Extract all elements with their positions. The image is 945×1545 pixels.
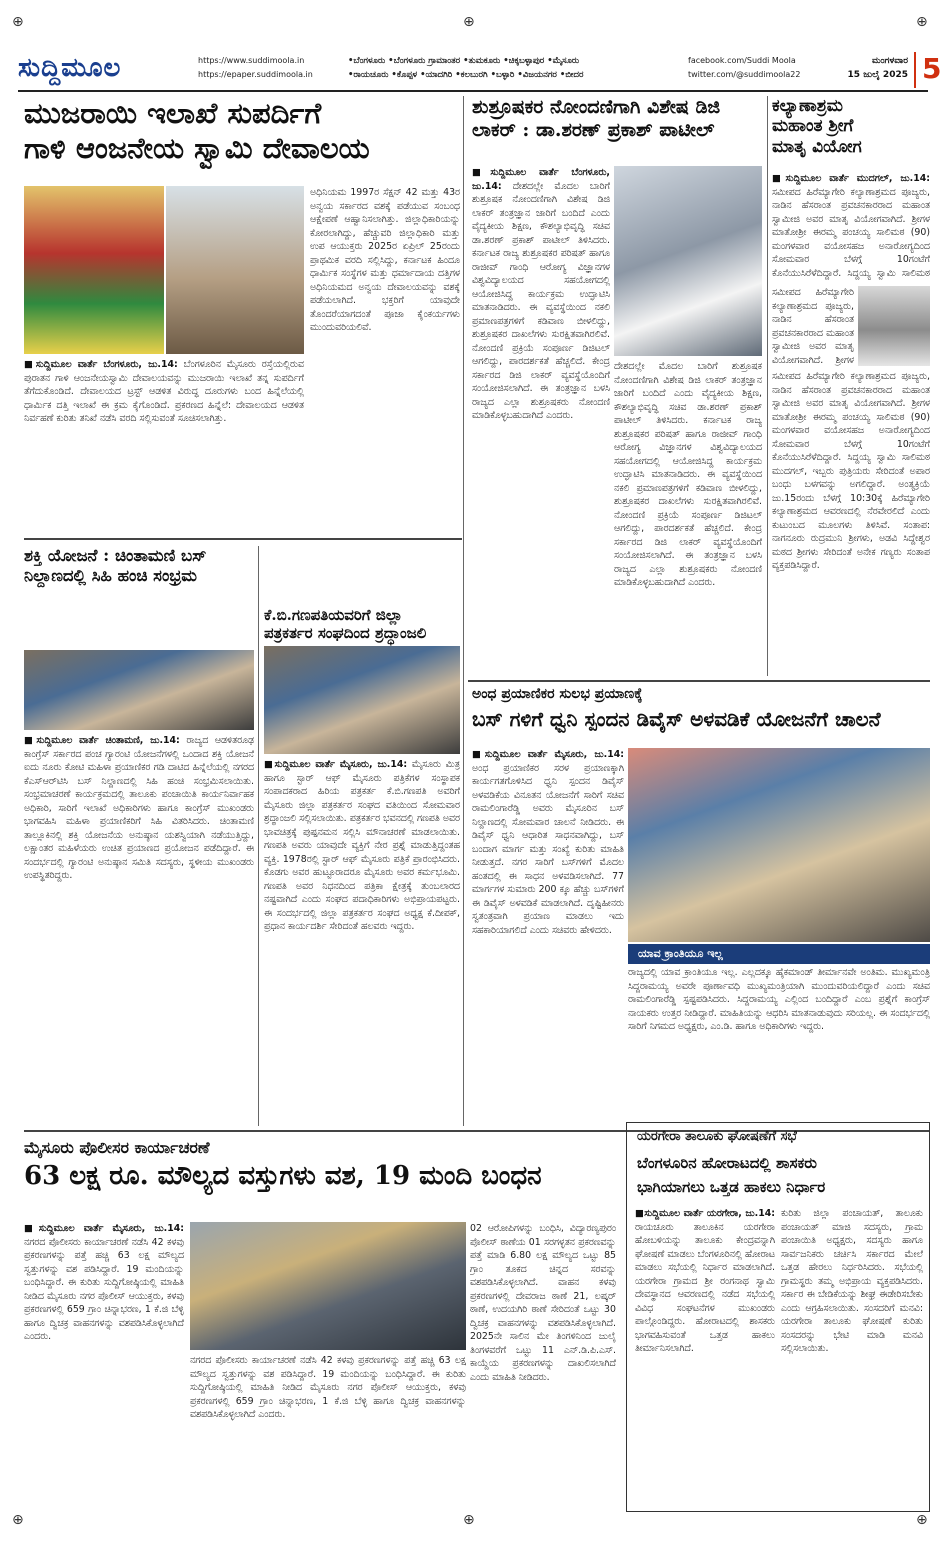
byline: ■ಸುದ್ದಿಮೂಲ ವಾರ್ತೆ ಮೈಸೂರು, ಜು.14:: [264, 759, 408, 770]
article-yaragera-text: ರಾಯಚೂರು ತಾಲೂಕಿನ ಯರಗೇರಾ ಹೋಬಳಿಯನ್ನು ತಾಲೂಕು ಕೇಂದ್ರವನ್ನಾಗಿ ಘೋಷಣೆ ಮಾಡಲು ಬೆಂಗಳೂರಿನಲ್ಲಿ ಹೋರಾಟ ಮಾಡಲು ಸಭೆಯಲ್ಲಿ ನಿರ್ಧಾರ ಮಾಡಲಾಗಿದೆ. ಯರಗೇರಾ ಗ್ರಾಮದ ಶ್ರೀ ರಂಗನಾಥ ಸ್ವಾಮಿ ದೇವಸ್ಥಾನದ ಆವರಣದಲ್ಲಿ ನಡೆದ ಸಭೆಯಲ್ಲಿ ವಿವಿಧ ಸಂಘಟನೆಗಳ ಮುಖಂಡರು ಪಾಲ್ಗೊಂಡಿದ್ದರು. ಹೋರಾಟದಲ್ಲಿ ಶಾಸಕರು ಭಾಗವಹಿಸುವಂತೆ ಒತ್ತಡ ಹಾಕಲು ತೀರ್ಮಾನಿಸಲಾಗಿದೆ.: [635, 1221, 775, 1354]
headline-obituary-line-1: ಕಲ್ಯಾಣಾಶ್ರಮ: [772, 96, 843, 116]
social-links: [688, 54, 800, 82]
column-divider: [463, 96, 464, 1126]
article-obituary-body-side: ಸಮೀಪದ ಹಿರೆಮ್ಯಾಗೇರಿ ಕಲ್ಯಾಣಾಶ್ರಮದ ಪೂಜ್ಯರು, ನಾಡಿನ ಹೆಸರಾಂತ ಪ್ರವಚನಕಾರರಾದ ಮಹಾಂತ ಸ್ವಾಮೀಜಿ ಅವರ ಮಾತೃ ವಿಯೋಗವಾಗಿದೆ. ಶ್ರೀಗಳ: [772, 287, 854, 366]
shakti-celebration-photo: [24, 650, 254, 730]
cities-line-1: •ಬೆಂಗಳೂರು •ಬೆಂಗಳೂರು ಗ್ರಾಮಾಂತರ •ತುಮಕೂರು •ಚಿಕ್ಕಬಳ್ಳಾಪುರ •ಮೈಸೂರು: [348, 56, 580, 66]
article-yaragera-box: [626, 1122, 930, 1512]
article-bus-device: [472, 686, 928, 731]
byline: ■ಸುದ್ದಿಮೂಲ ವಾರ್ತೆ ಚಿಂತಾಮಣಿ, ಜು.14:: [24, 735, 180, 746]
headline-tribute-line-1: ಕೆ.ಬಿ.ಗಣಪತಿಯವರಿಗೆ ಜಿಲ್ಲಾ: [264, 606, 403, 624]
article-police-body-col1: [24, 1222, 184, 1506]
headline-yaragera-line-1: ಬೆಂಗಳೂರಿನ ಹೋರಾಟದಲ್ಲಿ ಶಾಸಕರು: [637, 1154, 817, 1172]
temple-gopura-photo: [166, 186, 304, 354]
article-digilocker-body-col2: ದೇಶದಲ್ಲೇ ಮೊದಲ ಬಾರಿಗೆ ಶುಶ್ರೂಷಕ ನೋಂದಣಿಗಾಗಿ ವಿಶೇಷ ಡಿಜಿ ಲಾಕರ್ ತಂತ್ರಜ್ಞಾನ ಜಾರಿಗೆ ಬಂದಿದೆ ಎಂದು ವೈದ್ಯಕೀಯ ಶಿಕ್ಷಣ, ಕೌಶಲ್ಯಾಭಿವೃದ್ಧಿ ಸಚಿವ ಡಾ.ಶರಣ್ ಪ್ರಕಾಶ್ ಪಾಟೀಲ್ ತಿಳಿಸಿದರು. ಕರ್ನಾಟಕ ರಾಜ್ಯ ಶುಶ್ರೂಷಕರ ಪರಿಷತ್ ಹಾಗೂ ರಾಜೀವ್ ಗಾಂಧಿ ಆರೋಗ್ಯ ವಿಜ್ಞಾನಗಳ ವಿಶ್ವವಿದ್ಯಾಲಯದ ಸಹಯೋಗದಲ್ಲಿ ಆಯೋಜಿಸಿದ್ದ ಕಾರ್ಯಕ್ರಮ ಉದ್ಘಾಟಿಸಿ ಮಾತನಾಡಿದರು. ಈ ವ್ಯವಸ್ಥೆಯಿಂದ ನಕಲಿ ಪ್ರಮಾಣಪತ್ರಗಳಿಗೆ ಕಡಿವಾಣ ಬೀಳಲಿದ್ದು, ಶುಶ್ರೂಷಕರ ದಾಖಲೆಗಳು ಸುರಕ್ಷಿತವಾಗಿರಲಿವೆ. ನೋಂದಣಿ ಪ್ರಕ್ರಿಯೆ ಸಂಪೂರ್ಣ ಡಿಜಿಟಲ್ ಆಗಲಿದ್ದು, ಪಾರದರ್ಶಕತೆ ಹೆಚ್ಚಲಿದೆ. ಕೇಂದ್ರ ಸರ್ಕಾರದ ಡಿಜಿ ಲಾಕರ್ ವ್ಯವಸ್ಥೆಯೊಂದಿಗೆ ಸಂಯೋಜಿಸಲಾಗಿದೆ. ಈ ತಂತ್ರಜ್ಞಾನ ಬಳಸಿ ರಾಜ್ಯದ ಎಲ್ಲಾ ಶುಶ್ರೂಷಕರು ನೋಂದಣಿ ಮಾಡಿಕೊಳ್ಳಬಹುದಾಗಿದೆ ಎಂದರು.: [614, 361, 762, 588]
article-tribute-text: ಮೈಸೂರು ಮಿತ್ರ ಹಾಗೂ ಸ್ಟಾರ್ ಆಫ್ ಮೈಸೂರು ಪತ್ರಿಕೆಗಳ ಸಂಸ್ಥಾಪಕ ಸಂಪಾದಕರಾದ ಹಿರಿಯ ಪತ್ರಕರ್ತ ಕೆ.ಬಿ.ಗಣಪತಿ ಅವರಿಗೆ ಮೈಸೂರು ಜಿಲ್ಲಾ ಪತ್ರಕರ್ತರ ಸಂಘದ ವತಿಯಿಂದ ಸೋಮವಾರ ಶ್ರದ್ಧಾಂಜಲಿ ಸಲ್ಲಿಸಲಾಯಿತು. ಪತ್ರಕರ್ತರ ಭವನದಲ್ಲಿ ಗಣಪತಿ ಅವರ ಭಾವಚಿತ್ರಕ್ಕೆ ಪುಷ್ಪನಮನ ಸಲ್ಲಿಸಿ ಮೌನಾಚರಣೆ ಮಾಡಲಾಯಿತು. ಗಣಪತಿ ಅವರು ಯಾವುದೇ ವ್ಯಕ್ತಿಗೆ ನೇರ ಪ್ರಶ್ನೆ ಮಾಡುತ್ತಿದ್ದಂತಹ ವ್ಯಕ್ತಿ. 1978ರಲ್ಲಿ ಸ್ಟಾರ್ ಆಫ್ ಮೈಸೂರು ಪತ್ರಿಕೆ ಪ್ರಾರಂಭಿಸಿದರು. ಕೊಡಗು ಅವರ ಹುಟ್ಟೂರಾದರೂ ಮೈಸೂರು ಅವರ ಕರ್ಮಭೂಮಿ. ಗಣಪತಿ ಅವರ ನಿಧನದಿಂದ ಪತ್ರಿಕಾ ಕ್ಷೇತ್ರಕ್ಕೆ ತುಂಬಲಾರದ ನಷ್ಟವಾಗಿದೆ ಎಂದು ಸಂಘದ ಪದಾಧಿಕಾರಿಗಳು ಅಭಿಪ್ರಾಯಪಟ್ಟರು. ಈ ಸಂದರ್ಭದಲ್ಲಿ ಜಿಲ್ಲಾ ಪತ್ರಕರ್ತರ ಸಂಘದ ಅಧ್ಯಕ್ಷ ಕೆ.ದೀಪಕ್, ಪ್ರಧಾನ ಕಾರ್ಯದರ್ಶಿ ಸೇರಿದಂತೆ ಹಲವರು ಇದ್ದರು.: [264, 759, 460, 932]
byline: ■ಸುದ್ದಿಮೂಲ ವಾರ್ತೆ ಮುದಗಲ್, ಜು.14:: [772, 173, 930, 184]
kicker-police: ಮೈಸೂರು ಪೊಲೀಸರ ಕಾರ್ಯಾಚರಣೆ: [24, 1138, 210, 1157]
article-temple-text: ಬೆಂಗಳೂರಿನ ಮೈಸೂರು ರಸ್ತೆಯಲ್ಲಿರುವ ಪುರಾತನ ಗಾಳಿ ಆಂಜನೇಯಸ್ವಾಮಿ ದೇವಾಲಯವನ್ನು ಮುಜರಾಯಿ ಇಲಾಖೆ ತನ್ನ ಸುಪರ್ದಿಗೆ ತೆಗೆದುಕೊಂಡಿದೆ. ದೇವಾಲಯದ ಟ್ರಸ್ಟ್ ಆಡಳಿತ ವಿರುದ್ಧ ದೂರುಗಳು ಬಂದ ಹಿನ್ನೆಲೆಯಲ್ಲಿ ಧಾರ್ಮಿಕ ದತ್ತಿ ಇಲಾಖೆ ಈ ಕ್ರಮ ಕೈಗೊಂಡಿದೆ. ಪ್ರಕರಣದ ಹಿನ್ನೆಲೆ: ದೇವಾಲಯದ ಆಡಳಿತ ನಿರ್ವಹಣೆ ಕುರಿತು ತನಿಖೆ ನಡೆಸಿ ವರದಿ ಸಲ್ಲಿಸುವಂತೆ ಸೂಚಿಸಲಾಗಿತ್ತು.: [24, 359, 304, 424]
twitter-link[interactable]: twitter.com/@suddimoola22: [688, 70, 801, 79]
article-obituary-text: ಸಮೀಪದ ಹಿರೆಮ್ಯಾಗೇರಿ ಕಲ್ಯಾಣಾಶ್ರಮದ ಪೂಜ್ಯರು, ನಾಡಿನ ಹೆಸರಾಂತ ಪ್ರವಚನಕಾರರಾದ ಮಹಾಂತ ಸ್ವಾಮೀಜಿ ಅವರ ಮಾತೃ ವಿಯೋಗವಾಗಿದೆ. ಶ್ರೀಗಳ ಮಾತೋಶ್ರೀ ಈರಮ್ಮ ಪಂಚಯ್ಯ ಸಾಲಿಮಠ (90) ಮಂಗಳವಾರ ವಯೋಸಹಜ ಅನಾರೋಗ್ಯದಿಂದ ಸೋಮವಾರ ಬೆಳಗ್ಗೆ 10ಗಂಟೆಗೆ ಕೊನೆಯುಸಿರೆಳೆದಿದ್ದಾರೆ. ಸಿದ್ದಯ್ಯ ಸ್ವಾಮಿ ಸಾಲಿಮಠ: [772, 186, 930, 279]
headline-temple-line-2: ಗಾಳಿ ಆಂಜನೇಯ ಸ್ವಾಮಿ ದೇವಾಲಯ: [24, 130, 370, 165]
article-obituary-body-bottom: ಸಮೀಪದ ಹಿರೆಮ್ಯಾಗೇರಿ ಕಲ್ಯಾಣಾಶ್ರಮದ ಪೂಜ್ಯರು, ನಾಡಿನ ಹೆಸರಾಂತ ಪ್ರವಚನಕಾರರಾದ ಮಹಾಂತ ಸ್ವಾಮೀಜಿ ಅವರ ಮಾತೃ ವಿಯೋಗವಾಗಿದೆ. ಶ್ರೀಗಳ ಮಾತೋಶ್ರೀ ಈರಮ್ಮ ಪಂಚಯ್ಯ ಸಾಲಿಮಠ (90) ಮಂಗಳವಾರ ವಯೋಸಹಜ ಅನಾರೋಗ್ಯದಿಂದ ಸೋಮವಾರ ಬೆಳಗ್ಗೆ 10ಗಂಟೆಗೆ ಕೊನೆಯುಸಿರೆಳೆದಿದ್ದಾರೆ. ಸಿದ್ದಯ್ಯ ಸ್ವಾಮಿ ಸಾಲಿಮಠ ಮುದಗಲ್, ಇಬ್ಬರು ಪುತ್ರಿಯರು ಸೇರಿದಂತೆ ಅಪಾರ ಬಂಧು ಬಳಗವನ್ನು ಅಗಲಿದ್ದಾರೆ. ಅಂತ್ಯಕ್ರಿಯೆ ಜು.15ರಂದು ಬೆಳಗ್ಗೆ 10:30ಕ್ಕೆ ಹಿರೆಮ್ಯಾಗೇರಿ ಕಲ್ಯಾಣಾಶ್ರಮದ ಆವರಣದಲ್ಲಿ ನೆರವೇರಲಿದೆ ಎಂದು ಕುಟುಂಬದ ಮೂಲಗಳು ತಿಳಿಸಿವೆ. ಸಂತಾಪ: ನಾಗನೂರು ರುದ್ರಮುನಿ ಶ್ರೀಗಳು, ಅಡವಿ ಸಿದ್ದೇಶ್ವರ ಮಠದ ಶ್ರೀಗಳು ಸೇರಿದಂತೆ ಅನೇಕ ಗಣ್ಯರು ಸಂತಾಪ ವ್ಯಕ್ತಪಡಿಸಿದ್ದಾರೆ.: [772, 371, 930, 571]
article-police-body-col2: ನಗರದ ಪೊಲೀಸರು ಕಾರ್ಯಾಚರಣೆ ನಡೆಸಿ 42 ಕಳವು ಪ್ರಕರಣಗಳನ್ನು ಪತ್ತೆ ಹಚ್ಚಿ 63 ಲಕ್ಷ ಮೌಲ್ಯದ ಸ್ವತ್ತುಗಳನ್ನು ವಶ ಪಡಿಸಿದ್ದಾರೆ. 19 ಮಂದಿಯನ್ನು ಬಂಧಿಸಿದ್ದಾರೆ. ಈ ಕುರಿತು ಸುದ್ದಿಗೋಷ್ಠಿಯಲ್ಲಿ ಮಾಹಿತಿ ನೀಡಿದ ಮೈಸೂರು ನಗರ ಪೊಲೀಸ್ ಆಯುಕ್ತರು, ಕಳವು ಪ್ರಕರಣಗಳಲ್ಲಿ 659 ಗ್ರಾಂ ಚಿನ್ನಾಭರಣ, 1 ಕೆ.ಜಿ ಬೆಳ್ಳಿ ಹಾಗೂ ದ್ವಿಚಕ್ರ ವಾಹನಗಳನ್ನು ವಶಪಡಿಸಿಕೊಳ್ಳಲಾಗಿದೆ ಎಂದರು.: [190, 1355, 466, 1420]
cities-line-2: •ರಾಯಚೂರು •ಕೊಪ್ಪಳ •ಯಾದಗಿರಿ •ಕಲಬುರಗಿ •ಬಳ್ಳಾರಿ •ವಿಜಯನಗರ •ಬೀದರ: [348, 70, 584, 80]
registration-mark: ⊕: [463, 14, 475, 30]
article-obituary: [772, 96, 932, 157]
article-tribute-body: [264, 758, 460, 1126]
minister-speaking-photo: [614, 166, 762, 356]
headline-yaragera-line-2: ಭಾಗಿಯಾಗಲು ಒತ್ತಡ ಹಾಕಲು ನಿರ್ಧಾರ: [637, 1178, 826, 1196]
headline-obituary-line-2: ಮಹಾಂತ ಶ್ರೀಗೆ: [772, 116, 854, 137]
headline-bus-device: ಬಸ್ ಗಳಿಗೆ ಧ್ವನಿ ಸ್ಪಂದನ ಡಿವೈಸ್ ಅಳವಡಿಕೆ ಯೋಜನೆಗೆ ಚಾಲನೆ: [472, 706, 881, 731]
article-obituary-body-top: [772, 172, 930, 282]
article-yaragera-body-col2: ಕುರಿತು ಜಿಲ್ಲಾ ಪಂಚಾಯತ್, ತಾಲೂಕು ಪಂಚಾಯತ್ ಮಾಜಿ ಸದಸ್ಯರು, ಗ್ರಾಮ ಪಂಚಾಯಿತಿ ಅಧ್ಯಕ್ಷರು, ಸದಸ್ಯರು ಹಾಗೂ ಸಾರ್ವಜನಿಕರು ಚರ್ಚಿಸಿ ಸರ್ಕಾರದ ಮೇಲೆ ಒತ್ತಡ ಹೇರಲು ನಿರ್ಧರಿಸಿದರು. ಸಭೆಯಲ್ಲಿ ಗ್ರಾಮಸ್ಥರು ತಮ್ಮ ಅಭಿಪ್ರಾಯ ವ್ಯಕ್ತಪಡಿಸಿದರು. ಸರ್ಕಾರ ಈ ಬೇಡಿಕೆಯನ್ನು ಶೀಘ್ರ ಈಡೇರಿಸಬೇಕು ಎಂದು ಆಗ್ರಹಿಸಲಾಯಿತು. ಸಂಸದರಿಗೆ ಮನವಿ: ಯರಗೇರಾ ತಾಲೂಕು ಘೋಷಣೆ ಕುರಿತು ಸಂಸದರನ್ನು ಭೇಟಿ ಮಾಡಿ ಮನವಿ ಸಲ್ಲಿಸಲಾಯಿತು.: [781, 1208, 923, 1354]
headline-shakti-line-2: ನಿಲ್ದಾಣದಲ್ಲಿ ಸಿಹಿ ಹಂಚಿ ಸಂಭ್ರಮ: [24, 565, 197, 585]
photo-caption-bar: ಯಾವ ಕ್ರಾಂತಿಯೂ ಇಲ್ಲ: [628, 944, 930, 964]
headline-digilocker-line-2: ಲಾಕರ್ : ಡಾ.ಶರಣ್ ಪ್ರಕಾಶ್ ಪಾಟೀಲ್: [472, 118, 715, 141]
registration-mark: ⊕: [916, 14, 928, 30]
kicker-yaragera: ಯರಗೇರಾ ತಾಲೂಕು ಘೋಷಣೆಗೆ ಸಭೆ: [637, 1129, 797, 1144]
police-press-meet-photo: [190, 1222, 466, 1350]
section-divider: [468, 680, 930, 682]
edition-cities: [348, 54, 688, 82]
article-police-text: ನಗರದ ಪೊಲೀಸರು ಕಾರ್ಯಾಚರಣೆ ನಡೆಸಿ 42 ಕಳವು ಪ್ರಕರಣಗಳನ್ನು ಪತ್ತೆ ಹಚ್ಚಿ 63 ಲಕ್ಷ ಮೌಲ್ಯದ ಸ್ವತ್ತುಗಳನ್ನು ವಶ ಪಡಿಸಿದ್ದಾರೆ. 19 ಮಂದಿಯನ್ನು ಬಂಧಿಸಿದ್ದಾರೆ. ಈ ಕುರಿತು ಸುದ್ದಿಗೋಷ್ಠಿಯಲ್ಲಿ ಮಾಹಿತಿ ನೀಡಿದ ಮೈಸೂರು ನಗರ ಪೊಲೀಸ್ ಆಯುಕ್ತರು, ಕಳವು ಪ್ರಕರಣಗಳಲ್ಲಿ 659 ಗ್ರಾಂ ಚಿನ್ನಾಭರಣ, 1 ಕೆ.ಜಿ ಬೆಳ್ಳಿ ಹಾಗೂ ದ್ವಿಚಕ್ರ ವಾಹನಗಳನ್ನು ವಶಪಡಿಸಿಕೊಳ್ಳಲಾಗಿದೆ ಎಂದರು.: [24, 1236, 184, 1342]
article-police-body-col3: 02 ಆರೋಪಿಗಳನ್ನು ಬಂಧಿಸಿ, ವಿದ್ಯಾರಣ್ಯಪುರಂ ಪೊಲೀಸ್ ಠಾಣೆಯ 01 ಸರಗಳ್ಳತನ ಪ್ರಕರಣವನ್ನು ಪತ್ತೆ ಮಾಡಿ 6.80 ಲಕ್ಷ ಮೌಲ್ಯದ ಒಟ್ಟು 85 ಗ್ರಾಂ ತೂಕದ ಚಿನ್ನದ ಸರವನ್ನು ವಶಪಡಿಸಿಕೊಳ್ಳಲಾಗಿದೆ. ವಾಹನ ಕಳವು ಪ್ರಕರಣಗಳಲ್ಲಿ ದೇವರಾಜ ಠಾಣೆ 21, ಲಷ್ಕರ್ ಠಾಣೆ, ಉದಯಗಿರಿ ಠಾಣೆ ಸೇರಿದಂತೆ ಒಟ್ಟು 30 ದ್ವಿಚಕ್ರ ವಾಹನಗಳನ್ನು ವಶಪಡಿಸಿಕೊಳ್ಳಲಾಗಿದೆ. 2025ನೇ ಸಾಲಿನ ಮೇ ತಿಂಗಳಿನಿಂದ ಜುಲೈ ತಿಂಗಳವರೆಗೆ ಒಟ್ಟು 11 ಎನ್.ಡಿ.ಪಿ.ಎಸ್. ಕಾಯ್ದೆಯ ಪ್ರಕರಣಗಳನ್ನು ದಾಖಲಿಸಲಾಗಿದೆ ಎಂದು ಮಾಹಿತಿ ನೀಡಿದರು.: [470, 1223, 616, 1383]
article-shakti-text: ರಾಜ್ಯದ ಆಡಳಿತರೂಢ ಕಾಂಗ್ರೆಸ್ ಸರ್ಕಾರದ ಪಂಚ ಗ್ಯಾರಂಟಿ ಯೋಜನೆಗಳಲ್ಲಿ ಒಂದಾದ ಶಕ್ತಿ ಯೋಜನೆ ಐದು ನೂರು ಕೋಟಿ ಮಹಿಳಾ ಪ್ರಯಾಣಿಕರ ಗಡಿ ದಾಟಿದ ಹಿನ್ನೆಲೆಯಲ್ಲಿ ನಗರದ ಕೆಎಸ್‌ಆರ್‌ಟಿಸಿ ಬಸ್ ನಿಲ್ದಾಣದಲ್ಲಿ ಸಿಹಿ ಹಂಚಿ ಸಂಭ್ರಮಿಸಲಾಯಿತು. ಸಂಭ್ರಮಾಚರಣೆ ಕಾರ್ಯಕ್ರಮದಲ್ಲಿ ತಾಲೂಕು ಪಂಚಾಯಿತಿ ಕಾರ್ಯನಿರ್ವಾಹಕ ಅಧಿಕಾರಿ, ಸಾರಿಗೆ ಇಲಾಖೆ ಅಧಿಕಾರಿಗಳು ಹಾಗೂ ಕಾಂಗ್ರೆಸ್ ಮುಖಂಡರು ಭಾಗವಹಿಸಿ ಮಹಿಳಾ ಪ್ರಯಾಣಿಕರಿಗೆ ಸಿಹಿ ವಿತರಿಸಿದರು. ಚಿಂತಾಮಣಿ ತಾಲ್ಲೂಕಿನಲ್ಲಿ ಶಕ್ತಿ ಯೋಜನೆಯ ಅನುಷ್ಠಾನ ಯಶಸ್ವಿಯಾಗಿ ನಡೆಯುತ್ತಿದ್ದು, ಲಕ್ಷಾಂತರ ಮಹಿಳೆಯರು ಉಚಿತ ಪ್ರಯಾಣದ ಪ್ರಯೋಜನ ಪಡೆದಿದ್ದಾರೆ. ಈ ಸಂದರ್ಭದಲ್ಲಿ ಗ್ಯಾರಂಟಿ ಅನುಷ್ಠಾನ ಸಮಿತಿ ಸದಸ್ಯರು, ಸ್ಥಳೀಯ ಮುಖಂಡರು ಉಪಸ್ಥಿತರಿದ್ದರು.: [24, 735, 254, 881]
registration-mark: ⊕: [12, 14, 24, 30]
headline-digilocker-line-1: ಶುಶ್ರೂಷಕರ ನೋಂದಣಿಗಾಗಿ ವಿಶೇಷ ಡಿಜಿ: [472, 96, 721, 118]
article-police: [24, 1138, 614, 1192]
article-bus-device-side-text: ರಾಜ್ಯದಲ್ಲಿ ಯಾವ ಕ್ರಾಂತಿಯೂ ಇಲ್ಲ. ಎಲ್ಲದಕ್ಕೂ ಹೈಕಮಾಂಡ್ ತೀರ್ಮಾನವೇ ಅಂತಿಮ. ಮುಖ್ಯಮಂತ್ರಿ ಸಿದ್ದರಾಮಯ್ಯ ಅವರೇ ಪೂರ್ಣಾವಧಿ ಮುಖ್ಯಮಂತ್ರಿಯಾಗಿ ಮುಂದುವರಿಯಲಿದ್ದಾರೆ ಎಂದು ಸಚಿವ ರಾಮಲಿಂಗಾರೆಡ್ಡಿ ಸ್ಪಷ್ಟಪಡಿಸಿದರು. ಸಿದ್ದರಾಮಯ್ಯ ಎಲ್ಲಿಂದ ಬಂದಿದ್ದಾರೆ ಎಂಬ ಪ್ರಶ್ನೆಗೆ ಕಾಂಗ್ರೆಸ್ ನಾಯಕರು ಉತ್ತರ ನೀಡಿದ್ದಾರೆ. ಮಾಹಿತಿಯನ್ನು ಆಧರಿಸಿ ಮಾತನಾಡುವುದು ಸರಿಯಲ್ಲ. ಈ ಸಂದರ್ಭದಲ್ಲಿ ಸಾರಿಗೆ ನಿಗಮದ ಅಧ್ಯಕ್ಷರು, ಎಂ.ಡಿ. ಹಾಗೂ ಅಧಿಕಾರಿಗಳು ಇದ್ದರು.: [628, 967, 930, 1032]
article-shakti: [24, 546, 254, 586]
masthead: [18, 50, 942, 92]
headline-temple-line-1: ಮುಜರಾಯಿ ಇಲಾಖೆ ಸುಪರ್ದಿಗೆ: [24, 96, 322, 130]
issue-day: ಮಂಗಳವಾರ: [871, 56, 908, 66]
registration-mark: ⊕: [916, 1512, 928, 1528]
deceased-portrait-photo: [858, 286, 930, 366]
headline-tribute-line-2: ಪತ್ರಕರ್ತರ ಸಂಘದಿಂದ ಶ್ರದ್ಧಾಂಜಲಿ: [264, 624, 427, 642]
article-tribute: [264, 606, 460, 642]
web-url-link[interactable]: https://www.suddimoola.in: [198, 56, 305, 65]
bus-device-launch-photo: [628, 748, 930, 942]
tribute-ceremony-photo: [264, 646, 460, 754]
registration-mark: ⊕: [12, 1512, 24, 1528]
kicker-bus-device: ಅಂಧ ಪ್ರಯಾಣಿಕರ ಸುಲಭ ಪ್ರಯಾಣಕ್ಕೆ: [472, 686, 643, 702]
byline: ■ಸುದ್ದಿಮೂಲ ವಾರ್ತೆ ಬೆಂಗಳೂರು, ಜು.14:: [24, 359, 178, 370]
issue-date: [838, 54, 908, 82]
article-shakti-body: [24, 734, 254, 1126]
byline: ■ಸುದ್ದಿಮೂಲ ವಾರ್ತೆ ಬೆಂಗಳೂರು, ಜು.14:: [472, 167, 610, 192]
article-bus-device-body: [472, 748, 624, 1126]
article-yaragera-body-col1: [635, 1207, 775, 1503]
headline-obituary-line-3: ಮಾತೃ ವಿಯೋಗ: [772, 136, 862, 157]
headline-yaragera: [637, 1151, 825, 1199]
column-divider: [767, 96, 768, 676]
article-temple-body-col2: ಅಧಿನಿಯಮ 1997ರ ಸೆಕ್ಷನ್ 42 ಮತ್ತು 43ರ ಅನ್ವಯ ಸರ್ಕಾರದ ವಶಕ್ಕೆ ಪಡೆಯುವ ಸಂಬಂಧ ಆಕ್ಷೇಪಣೆ ಆಹ್ವಾನಿಸಲಾಗಿತ್ತು. ಜಿಲ್ಲಾಧಿಕಾರಿಯನ್ನು ಕೋರಲಾಗಿದ್ದು, ಹೆಚ್ಚುವರಿ ಜಿಲ್ಲಾಧಿಕಾರಿ ಮತ್ತು ಉಪ ಆಯುಕ್ತರು 2025ರ ಏಪ್ರಿಲ್ 25ರಂದು ಪ್ರಾಥಮಿಕ ವರದಿ ಸಲ್ಲಿಸಿದ್ದು, ಕರ್ನಾಟಕ ಹಿಂದೂ ಧಾರ್ಮಿಕ ಸಂಸ್ಥೆಗಳ ಮತ್ತು ಧರ್ಮಾದಾಯ ದತ್ತಿಗಳ ಅಧಿನಿಯಮದ ಅನ್ವಯ ದೇವಾಲಯವನ್ನು ವಶಕ್ಕೆ ಪಡೆಯಲಾಗಿದೆ. ಭಕ್ತರಿಗೆ ಯಾವುದೇ ತೊಂದರೆಯಾಗದಂತೆ ಪೂಜಾ ಕೈಂಕರ್ಯಗಳು ಮುಂದುವರಿಯಲಿವೆ.: [310, 187, 460, 333]
issue-date-text: 15 ಜುಲೈ 2025: [847, 70, 908, 80]
article-digilocker-text: ದೇಶದಲ್ಲೇ ಮೊದಲ ಬಾರಿಗೆ ಶುಶ್ರೂಷಕ ನೋಂದಣಿಗಾಗಿ ವಿಶೇಷ ಡಿಜಿ ಲಾಕರ್ ತಂತ್ರಜ್ಞಾನ ಜಾರಿಗೆ ಬಂದಿದೆ ಎಂದು ವೈದ್ಯಕೀಯ ಶಿಕ್ಷಣ, ಕೌಶಲ್ಯಾಭಿವೃದ್ಧಿ ಸಚಿವ ಡಾ.ಶರಣ್ ಪ್ರಕಾಶ್ ಪಾಟೀಲ್ ತಿಳಿಸಿದರು. ಕರ್ನಾಟಕ ರಾಜ್ಯ ಶುಶ್ರೂಷಕರ ಪರಿಷತ್ ಹಾಗೂ ರಾಜೀವ್ ಗಾಂಧಿ ಆರೋಗ್ಯ ವಿಜ್ಞಾನಗಳ ವಿಶ್ವವಿದ್ಯಾಲಯದ ಸಹಯೋಗದಲ್ಲಿ ಆಯೋಜಿಸಿದ್ದ ಕಾರ್ಯಕ್ರಮ ಉದ್ಘಾಟಿಸಿ ಮಾತನಾಡಿದರು. ಈ ವ್ಯವಸ್ಥೆಯಿಂದ ನಕಲಿ ಪ್ರಮಾಣಪತ್ರಗಳಿಗೆ ಕಡಿವಾಣ ಬೀಳಲಿದ್ದು, ಶುಶ್ರೂಷಕರ ದಾಖಲೆಗಳು ಸುರಕ್ಷಿತವಾಗಿರಲಿವೆ. ನೋಂದಣಿ ಪ್ರಕ್ರಿಯೆ ಸಂಪೂರ್ಣ ಡಿಜಿಟಲ್ ಆಗಲಿದ್ದು, ಪಾರದರ್ಶಕತೆ ಹೆಚ್ಚಲಿದೆ. ಕೇಂದ್ರ ಸರ್ಕಾರದ ಡಿಜಿ ಲಾಕರ್ ವ್ಯವಸ್ಥೆಯೊಂದಿಗೆ ಸಂಯೋಜಿಸಲಾಗಿದೆ. ಈ ತಂತ್ರಜ್ಞಾನ ಬಳಸಿ ರಾಜ್ಯದ ಎಲ್ಲಾ ಶುಶ್ರೂಷಕರು ನೋಂದಣಿ ಮಾಡಿಕೊಳ್ಳಬಹುದಾಗಿದೆ ಎಂದರು.: [472, 180, 610, 421]
registration-mark: ⊕: [463, 1512, 475, 1528]
article-temple-body-col1: [24, 358, 304, 528]
column-divider: [258, 546, 259, 1126]
facebook-link[interactable]: facebook.com/Suddi Moola: [688, 56, 796, 65]
article-digilocker: [472, 96, 762, 142]
byline: ■ಸುದ್ದಿಮೂಲ ವಾರ್ತೆ ಯರಗೇರಾ, ಜು.14:: [635, 1208, 775, 1219]
byline: ■ಸುದ್ದಿಮೂಲ ವಾರ್ತೆ ಮೈಸೂರು, ಜು.14:: [472, 749, 624, 760]
article-digilocker-body: [472, 166, 610, 674]
section-divider: [24, 538, 462, 540]
headline-shakti-line-1: ಶಕ್ತಿ ಯೋಜನೆ : ಚಿಂತಾಮಣಿ ಬಸ್: [24, 546, 207, 565]
page-number: 5: [914, 52, 941, 88]
byline: ■ಸುದ್ದಿಮೂಲ ವಾರ್ತೆ ಮೈಸೂರು, ಜು.14:: [24, 1223, 184, 1234]
article-bus-device-text: ಅಂಧ ಪ್ರಯಾಣಿಕರ ಸರಳ ಪ್ರಯಾಣಕ್ಕಾಗಿ ಕಾರ್ಯಗತಗೊಳಿಸಿದ ಧ್ವನಿ ಸ್ಪಂದನ ಡಿವೈಸ್ ಅಳವಡಿಕೆಯ ವಿನೂತನ ಯೋಜನೆಗೆ ಸಾರಿಗೆ ಸಚಿವ ರಾಮಲಿಂಗಾರೆಡ್ಡಿ ಅವರು ಮೈಸೂರಿನ ಬಸ್ ನಿಲ್ದಾಣದಲ್ಲಿ ಸೋಮವಾರ ಚಾಲನೆ ನೀಡಿದರು. ಈ ಡಿವೈಸ್ ಧ್ವನಿ ಆಧಾರಿತ ಸಾಧನವಾಗಿದ್ದು, ಬಸ್ ಬಂದಾಗ ಮಾರ್ಗ ಮತ್ತು ಸಂಖ್ಯೆ ಕುರಿತು ಮಾಹಿತಿ ನೀಡುತ್ತದೆ. ನಗರ ಸಾರಿಗೆ ಬಸ್‌ಗಳಿಗೆ ಮೊದಲ ಹಂತದಲ್ಲಿ ಈ ಸಾಧನ ಅಳವಡಿಸಲಾಗಿದೆ. 77 ಮಾರ್ಗಗಳ ಸುಮಾರು 200 ಕ್ಕೂ ಹೆಚ್ಚು ಬಸ್‌ಗಳಿಗೆ ಈ ಡಿವೈಸ್ ಅಳವಡಿಕೆ ಮಾಡಲಾಗಿದೆ. ದೃಷ್ಟಿಹೀನರು ಸ್ವತಂತ್ರವಾಗಿ ಪ್ರಯಾಣ ಮಾಡಲು ಇದು ಸಹಕಾರಿಯಾಗಲಿದೆ ಎಂದು ಸಚಿವರು ಹೇಳಿದರು.: [472, 762, 624, 936]
headline-police: 63 ಲಕ್ಷ ರೂ. ಮೌಲ್ಯದ ವಸ್ತುಗಳು ವಶ, 19 ಮಂದಿ ಬಂಧನ: [24, 1161, 542, 1192]
website-links: [198, 54, 313, 82]
temple-idol-photo: [24, 186, 164, 354]
newspaper-logo: ಸುದ್ದಿಮೂಲ: [18, 53, 122, 83]
epaper-url-link[interactable]: https://epaper.suddimoola.in: [198, 70, 313, 79]
article-temple: [24, 96, 452, 166]
